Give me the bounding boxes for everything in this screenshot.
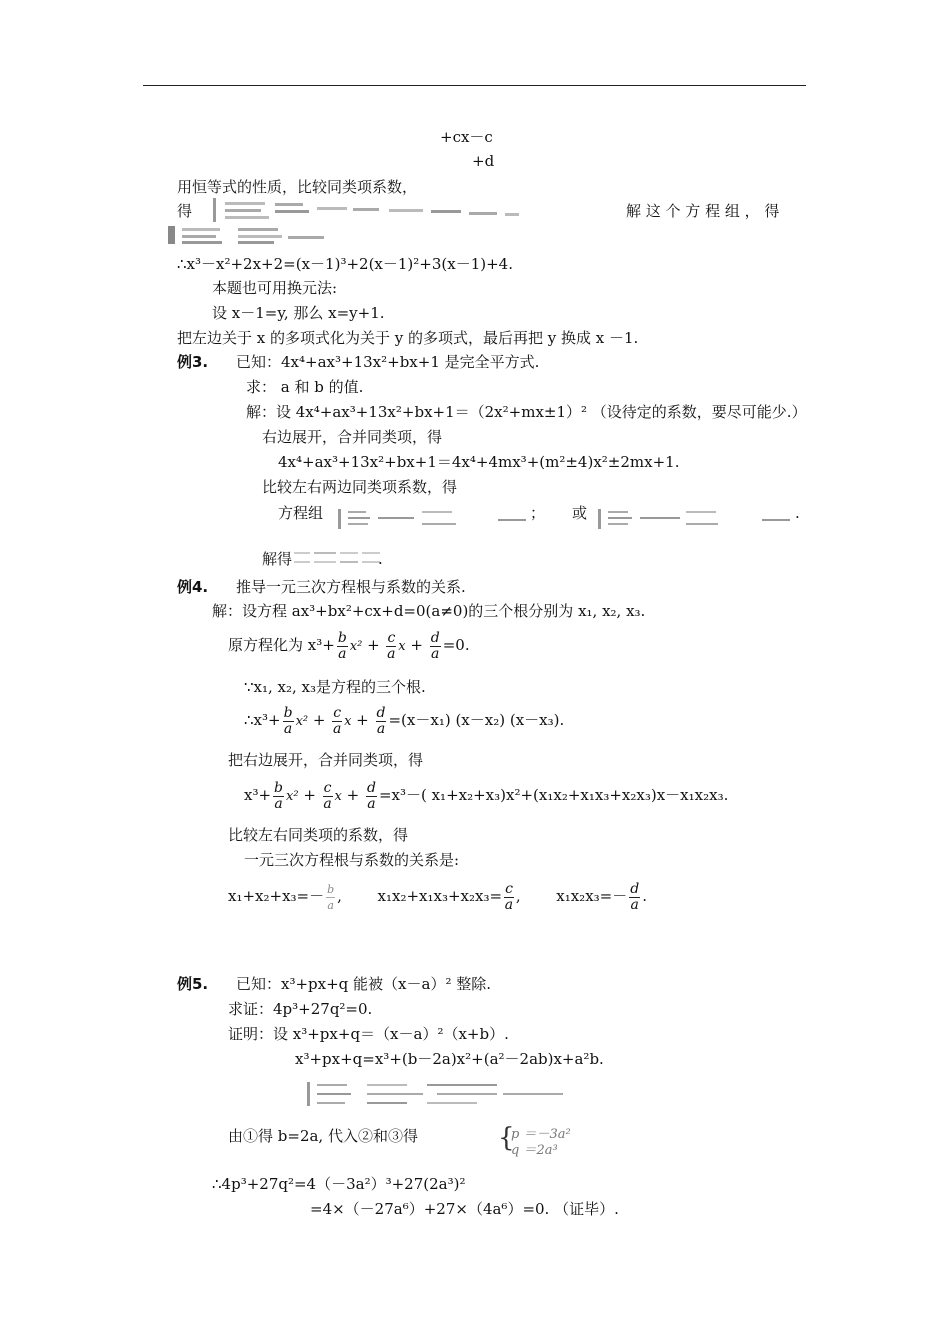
text-line: 求证：4p³+27q²=0. [228,1000,373,1018]
text-line: 解得 [262,550,293,568]
fraction: $\frac{d}{a}$ [366,779,376,812]
text-line: 把右边展开，合并同类项，得 [228,751,424,769]
system-line: p ＝－3a² [511,1127,571,1142]
fraction: $\frac{d}{a}$ [376,704,386,737]
fraction: $\frac{b}{a}$ [327,882,335,912]
text-line: 比较左右两边同类项系数，得 [262,478,458,496]
fraction: $\frac{c}{a}$ [323,779,332,812]
solution-image-blurred [168,224,328,246]
fraction: $\frac{d}{a}$ [430,629,440,662]
text-line: 本题也可用换元法: [212,279,338,297]
formula-text: ∴x³+ [244,711,281,729]
formula-text: x₁x₂+x₁x₃+x₂x₃= [377,887,503,905]
text-line: 或 [572,504,588,522]
header-rule [143,85,806,86]
formula-line [228,878,647,914]
system-line: q ＝2a³ [511,1143,558,1158]
equation-system-blurred [338,507,533,531]
text-line: 解：设方程 ax³+bx²+cx+d=0(a≠0)的三个根分别为 x₁, x₂, x₃. [212,602,646,620]
text-line: ∴4p³+27q²=4（－3a²）³+27(2a³)² [212,1175,466,1193]
formula-text: x₁x₂x₃=－ [556,887,628,905]
text-line: ∵x₁, x₂, x₃是方程的三个根. [244,678,426,696]
formula-text: , [337,887,342,905]
text-line: ∴x³－x²+2x+2=(x－1)³+2(x－1)²+3(x－1)+4. [177,255,513,273]
text-line: . [378,550,383,568]
brace: { [498,1123,515,1153]
text-line: 比较左右同类项的系数，得 [228,826,409,844]
equation-image-blurred [213,198,533,222]
fraction: $\frac{b}{a}$ [337,629,347,662]
formula-text: =(x－x₁) (x－x₂) (x－x₃). [388,711,565,729]
text-line: 一元三次方程根与系数的关系是: [244,851,460,869]
fraction: $\frac{d}{a}$ [630,880,640,913]
formula-text: . [642,887,647,905]
text-line: 把左边关于 x 的多项式化为关于 y 的多项式，最后再把 y 换成 x －1. [177,329,639,347]
text-line: 证明：设 x³+px+q＝（x－a）²（x+b）. [228,1025,509,1043]
text-line: 设 x－1=y, 那么 x=y+1. [212,304,385,322]
fraction: $\frac{c}{a}$ [332,704,342,737]
formula-text: =0. [442,636,470,654]
formula-text: 原方程化为 x³+ [228,636,335,654]
formula-text: =x³－( x₁+x₂+x₃)x²+(x₁x₂+x₁x₃+x₂x₃)x－x₁x₂x₃. [378,786,729,804]
text-line: +cx－c [440,128,493,146]
example-label: 例3. [177,353,209,371]
equation-system-blurred [598,507,798,531]
fraction: $\frac{b}{a}$ [283,704,293,737]
text-line: 求： a 和 b 的值. [246,378,364,396]
fraction: $\frac{b}{a}$ [274,779,284,812]
formula-line: 原方程化为 x³+ $\frac{b}{a}$ x² + $\frac{c}{a}$ x + $\frac{d}{a}$ =0. [228,629,470,662]
text-line: 4x⁴+ax³+13x²+bx+1＝4x⁴+4mx³+(m²±4)x²±2mx+1. [278,453,680,471]
solution-image-blurred [294,549,384,569]
example-label: 例5. [177,975,209,993]
text-line: x³+px+q=x³+(b－2a)x²+(a²－2ab)x+a²b. [295,1050,604,1068]
text-line: . [795,504,800,522]
text-line: 已知：x³+px+q 能被（x－a）² 整除. [236,975,491,993]
fraction: $\frac{c}{a}$ [387,629,396,662]
text-line: 用恒等式的性质，比较同类项系数， [177,178,418,196]
formula-text: x³+ [244,786,272,804]
text-line: 由①得 b=2a, 代入②和③得 [228,1127,418,1145]
text-line: 右边展开，合并同类项，得 [262,428,443,446]
text-line: +d [472,152,495,170]
formula-text: , [515,887,521,905]
text-line: ； [530,504,546,522]
formula-line: x³+ $\frac{b}{a}$ x² + $\frac{c}{a}$ x + $\frac{d}{a}$ =x³－( x₁+x₂+x₃)x²+(x₁x₂+x₁x₃+x₂x₃)x－x₁x₂x₃. [244,779,729,812]
text-line: 解：设 4x⁴+ax³+13x²+bx+1＝（2x²+mx±1）² （设待定的系数，要尽可能少.） [246,403,807,421]
text-line: =4×（－27a⁶）+27×（4a⁶）=0. （证毕）. [310,1200,619,1218]
text-line: 已知：4x⁴+ax³+13x²+bx+1 是完全平方式. [236,353,540,371]
text-line: 方程组 [278,504,324,522]
fraction: $\frac{c}{a}$ [504,880,514,913]
equation-system-blurred [307,1080,569,1108]
text-line: 推导一元三次方程根与系数的关系. [236,578,466,596]
formula-line: ∴x³+ $\frac{b}{a}$ x² + $\frac{c}{a}$ x + $\frac{d}{a}$ =(x－x₁) (x－x₂) (x－x₃). [244,704,565,737]
text-line: 解 这 个 方 程 组 ， 得 [626,202,780,220]
text-line: 得 [177,202,193,220]
example-label: 例4. [177,578,209,596]
formula-text: x₁+x₂+x₃=－ [228,887,325,905]
